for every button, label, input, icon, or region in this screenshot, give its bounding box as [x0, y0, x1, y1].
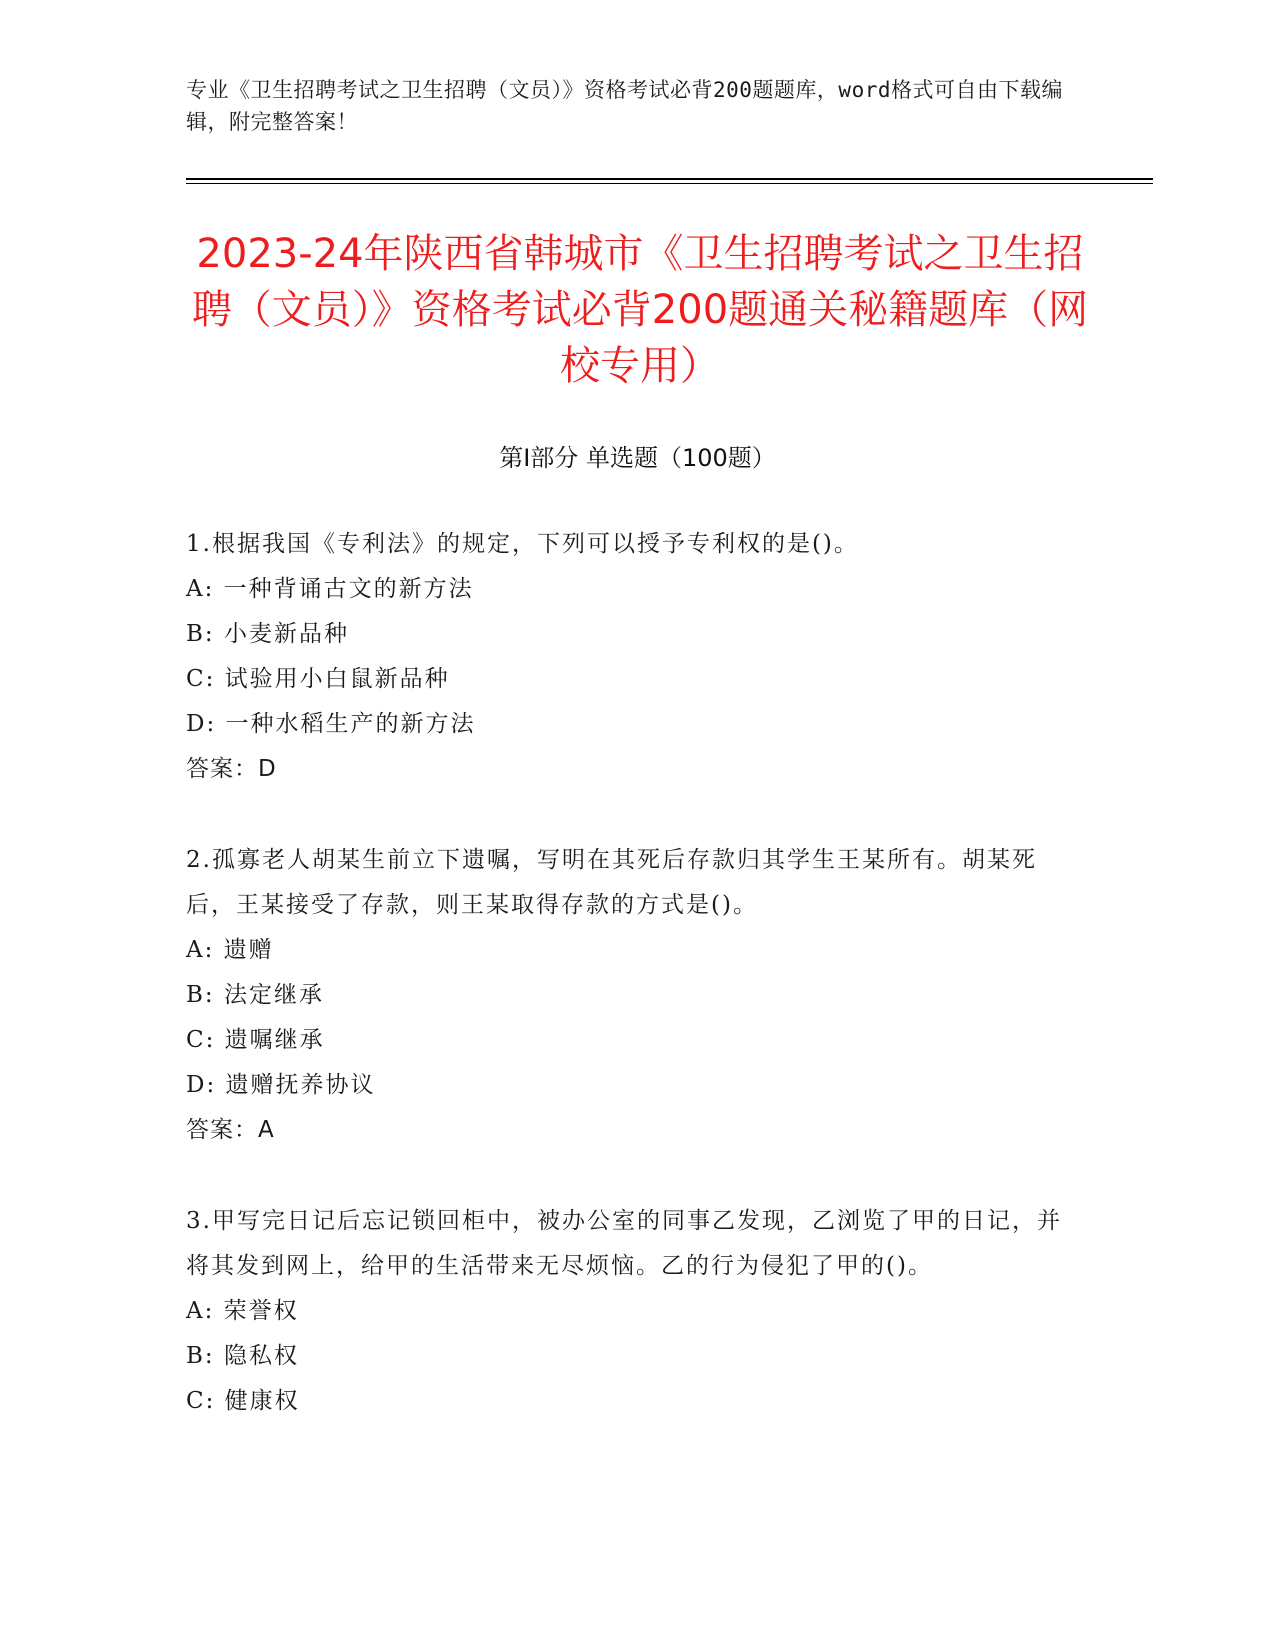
option-c: C: 遗嘱继承 [186, 1027, 325, 1053]
question-list [186, 522, 1066, 1470]
option-b: B: 法定继承 [186, 982, 324, 1008]
question-stem: 3.甲写完日记后忘记锁回柜中，被办公室的同事乙发现，乙浏览了甲的日记，并将其发到网上，给甲的生活带来无尽烦恼。乙的行为侵犯了甲的()。 [186, 1208, 1062, 1279]
option-a: A: 遗赠 [186, 937, 274, 963]
option-a: A: 荣誉权 [186, 1298, 299, 1324]
option-a: A: 一种背诵古文的新方法 [186, 576, 474, 602]
section-heading: 第Ⅰ部分 单选题（100题） [499, 444, 776, 472]
document-title: 2023-24年陕西省韩城市《卫生招聘考试之卫生招聘（文员）》资格考试必背200题通关秘籍题库（网校专用） [191, 231, 1089, 389]
question-stem: 1.根据我国《专利法》的规定，下列可以授予专利权的是()。 [186, 531, 859, 557]
question-3 [186, 1199, 1066, 1424]
option-b: B: 隐私权 [186, 1343, 299, 1369]
option-c: C: 试验用小白鼠新品种 [186, 666, 450, 692]
answer-line: 答案：A [186, 1117, 275, 1143]
option-d: D: 遗赠抚养协议 [186, 1072, 376, 1098]
header-divider-thick [186, 178, 1153, 180]
question-1 [186, 522, 1066, 792]
option-d: D: 一种水稻生产的新方法 [186, 711, 476, 737]
header-divider-thin [186, 183, 1153, 184]
option-c: C: 健康权 [186, 1388, 300, 1414]
answer-line: 答案：D [186, 756, 277, 782]
header-note: 专业《卫生招聘考试之卫生招聘（文员）》资格考试必背200题题库，word格式可自由下载编辑，附完整答案！ [186, 78, 1063, 134]
question-stem: 2.孤寡老人胡某生前立下遗嘱，写明在其死后存款归其学生王某所有。胡某死后，王某接受了存款，则王某取得存款的方式是()。 [186, 847, 1037, 918]
option-b: B: 小麦新品种 [186, 621, 349, 647]
question-2 [186, 838, 1066, 1153]
